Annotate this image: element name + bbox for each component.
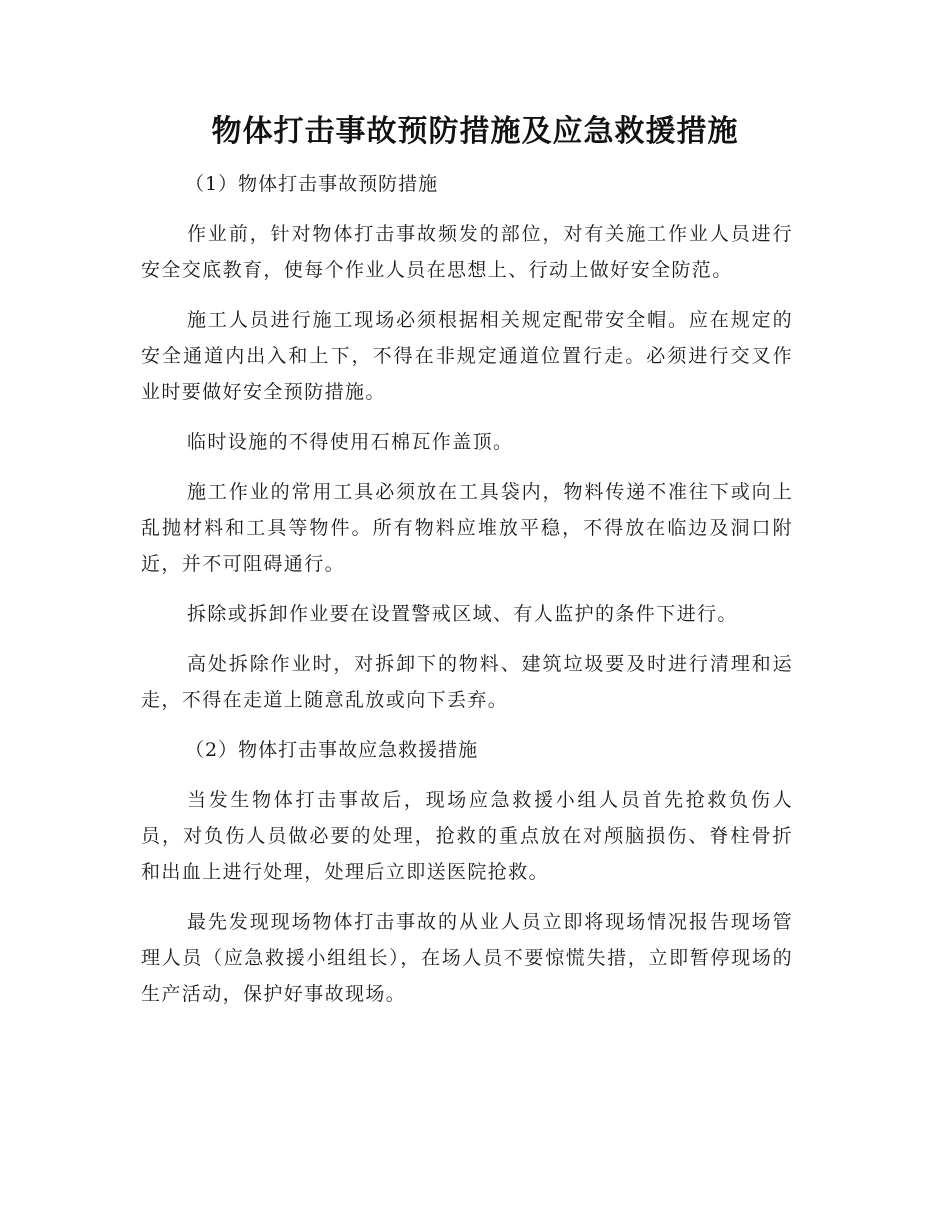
paragraph: 最先发现现场物体打击事故的从业人员立即将现场情况报告现场管理人员（应急救援小组组长），在场人员不要惊慌失措，立即暂停现场的生产活动，保护好事故现场。 <box>141 911 793 1005</box>
paragraph: 施工人员进行施工现场必须根据相关规定配带安全帽。应在规定的安全通道内出入和上下，不得在非规定通道位置行走。必须进行交叉作业时要做好安全预防措施。 <box>141 309 793 403</box>
section-heading-emergency: （2）物体打击事故应急救援措施 <box>185 739 479 761</box>
section-heading-prevention: （1）物体打击事故预防措施 <box>185 173 439 195</box>
paragraph: 作业前，针对物体打击事故频发的部位，对有关施工作业人员进行安全交底教育，使每个作业人员在思想上、行动上做好安全防范。 <box>141 223 793 281</box>
paragraph: 施工作业的常用工具必须放在工具袋内，物料传递不准往下或向上乱抛材料和工具等物件。所有物料应堆放平稳，不得放在临边及洞口附近，并不可阻碍通行。 <box>141 481 793 575</box>
paragraph: 当发生物体打击事故后，现场应急救援小组人员首先抢救负伤人员，对负伤人员做必要的处理，抢救的重点放在对颅脑损伤、脊柱骨折和出血上进行处理，处理后立即送医院抢救。 <box>141 789 793 883</box>
document-body <box>141 166 793 1026</box>
paragraph: 高处拆除作业时，对拆卸下的物料、建筑垃圾要及时进行清理和运走，不得在走道上随意乱放或向下丢弃。 <box>141 653 793 711</box>
paragraph: 临时设施的不得使用石棉瓦作盖顶。 <box>187 431 514 453</box>
paragraph: 拆除或拆卸作业要在设置警戒区域、有人监护的条件下进行。 <box>187 603 738 625</box>
document-title: 物体打击事故预防措施及应急救援措施 <box>211 114 739 149</box>
